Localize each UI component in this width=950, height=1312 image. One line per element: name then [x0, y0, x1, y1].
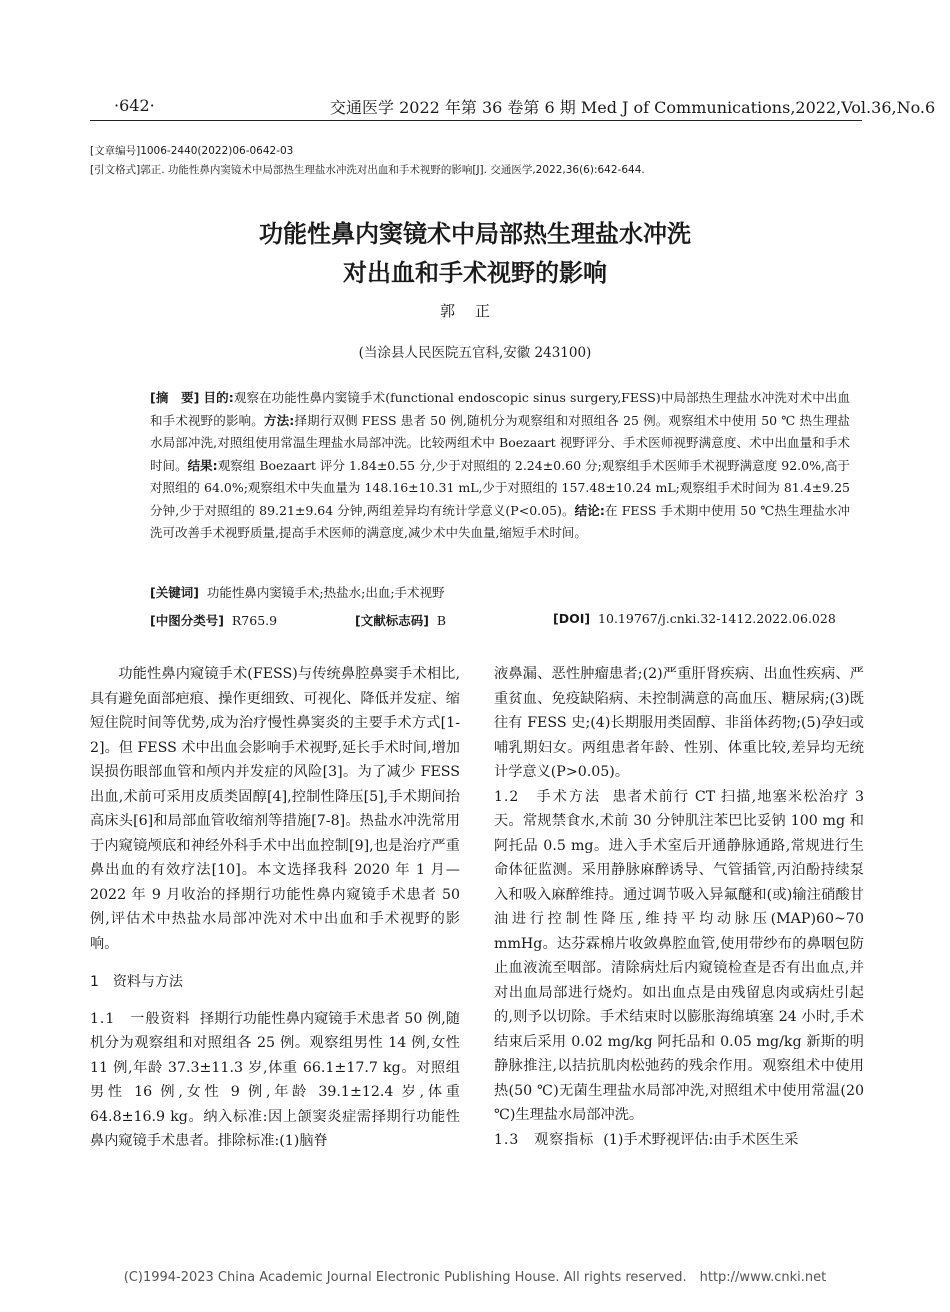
intro-paragraph: 功能性鼻内窥镜手术(FESS)与传统鼻腔鼻窦手术相比,具有避免面部疤痕、操作更细致、可视化、降低并发症、缩短住院时间等优势,成为治疗慢性鼻窦炎的主要手术方式[1-2]。但 FESS 术中出血会影响手术视野,延长手术时间,增加误损伤眼部血管和颅内并发症的风险[3]。为了减少 FESS 出血,术前可采用皮质类固醇[4],控制性降压[5],手术期间抬高床头[6]和局部血管收缩剂等措施[7-8]。热盐水冲洗常用于内窥镜颅底和神经外科手术中出血控制[9],也是治疗严重鼻出血的有效疗法[10]。本文选择我科 2020 年 1 月—2022 年 9 月收治的择期行功能性鼻内窥镜手术患者 50 例,评估术中热盐水局部冲洗对术中出血和手术视野的影响。 [90, 666, 460, 952]
running-head: 交通医学 2022 年第 36 卷第 6 期 Med J of Communications,2022,Vol.36,No.6 [330, 98, 936, 117]
doc-value: B [436, 613, 447, 628]
left-column [90, 662, 460, 1154]
method-label: 方法: [263, 412, 295, 428]
section-1-2-heading: 1.2 手术方法 [494, 788, 602, 805]
keywords [150, 583, 445, 601]
clc-value: R765.9 [231, 613, 278, 628]
document-code [355, 611, 446, 629]
keywords-text: 功能性鼻内窦镜手术;热盐水;出血;手术视野 [206, 585, 445, 600]
section-1-3-text: (1)手术野视评估:由手术医生采 [603, 1131, 799, 1148]
title-line-1: 功能性鼻内窦镜术中局部热生理盐水冲洗 [259, 220, 691, 248]
section-1-2-text: 患者术前行 CT 扫描,地塞米松治疗 3 天。常规禁食水,术前 30 分钟肌注苯巴比妥钠 100 mg 和阿托品 0.5 mg。进入手术室后开通静脉通路,常规进行生命体征监测。采用静脉麻醉诱导、气管插管,丙泊酚持续泵入和吸入麻醉维持。通过调节吸入异氟醚和(或)输注硝酸甘油进行控制性降压,维持平均动脉压(MAP)60~70 mmHg。达芬霖棉片收敛鼻腔血管,使用带纱布的鼻咽包防止血液流至咽部。清除病灶后内窥镜检查是否有出血点,并对出血局部进行烧灼。如出血点是由残留息肉或病灶引起的,则予以切除。手术结束时以膨胀海绵填塞 24 小时,手术结束后采用 0.02 mg/kg 阿托品和 0.05 mg/kg 新斯的明静脉推注,以拮抗肌肉松弛药的残余作用。观察组术中使用热(50 ℃)无菌生理盐水局部冲洗,对照组术中使用常温(20 ℃)生理盐水局部冲洗。 [494, 788, 865, 1123]
section-1-2 [494, 785, 864, 1128]
section-1-3-heading: 1.3 观察指标 [494, 1131, 595, 1148]
section-1-1-text: 择期行功能性鼻内窥镜手术患者 50 例,随机分为观察组和对照组各 25 例。观察组男性 14 例,女性 11 例,年龄 37.3±11.3 岁,体重 66.1±17.7 kg。对照组男性 16 例,女性 9 例,年龄 39.1±12.4 岁,体重 64.8±16.9 kg。纳入标准:因上颌窦炎症需择期行功能性鼻内窥镜手术患者。排除标准:(1)脑脊 [90, 1010, 460, 1149]
doi-value: 10.19767/j.cnki.32-1412.2022.06.028 [598, 611, 836, 626]
objective-text: 观察在功能性鼻内窦镜手术(functional endoscopic sinus surgery,FESS)中局部热生理盐水冲洗对术中出血和手术视野的影响。 [150, 390, 850, 428]
clc-label: [中图分类号] [150, 613, 224, 628]
doi [553, 611, 836, 626]
conclusion-text: 在 FESS 手术期中使用 50 ℃热生理盐水冲洗可改善手术视野质量,提高手术医师的满意度,减少术中失血量,缩短手术时间。 [150, 502, 850, 540]
doc-label: [文献标志码] [355, 613, 429, 628]
article-number: [文章编号]1006-2440(2022)06-0642-03 [90, 145, 294, 157]
keywords-label: [关键词] [150, 585, 199, 600]
objective-label: 目的: [203, 390, 234, 405]
page-number: ·642· [114, 96, 155, 115]
section-1-heading: 1 资料与方法 [90, 974, 183, 990]
affiliation: (当涂县人民医院五官科,安徽 243100) [358, 345, 592, 361]
right-column [494, 662, 864, 1152]
author: 郭正 [439, 302, 510, 320]
header-rule [90, 120, 862, 121]
copyright-footer: (C)1994-2023 China Academic Journal Electronic Publishing House. All rights reserved. http://www.cnki.net [123, 1270, 827, 1285]
clc-number [150, 611, 277, 629]
result-text: 观察组 Boezaart 评分 1.84±0.55 分,少于对照组的 2.24±0.60 分;观察组手术医师手术视野满意度 92.0%,高于对照组的 64.0%;观察组术中失血量为 148.16±10.31 mL,少于对照组的 157.48±10.24 mL;观察组手术时间为 81.4±9.25 分钟,少于对照组的 89.21±9.64 分钟,两组差异均有统计学意义(P<0.05)。 [150, 457, 851, 518]
abstract-label: [摘 要] [150, 390, 200, 405]
citation-format: [引文格式]郭正. 功能性鼻内窦镜术中局部热生理盐水冲洗对出血和手术视野的影响[J]. 交通医学,2022,36(6):642-644. [90, 164, 645, 176]
abstract [150, 387, 850, 545]
method-text: 择期行双侧 FESS 患者 50 例,随机分为观察组和对照组各 25 例。观察组术中使用 50 ℃ 热生理盐水局部冲洗,对照组使用常温生理盐水局部冲洗。比较两组术中 Boezaart 视野评分、手术医师视野满意度、术中出血量和手术时间。 [150, 412, 850, 473]
doi-label: [DOI] [553, 611, 591, 626]
conclusion-label: 结论: [574, 502, 605, 518]
section-1-3 [494, 1128, 864, 1153]
title-line-2: 对出血和手术视野的影响 [343, 259, 607, 287]
result-label: 结果: [187, 457, 218, 473]
exclusion-paragraph: 液鼻漏、恶性肿瘤患者;(2)严重肝肾疾病、出血性疾病、严重贫血、免疫缺陷病、未控制满意的高血压、糖尿病;(3)既往有 FESS 史;(4)长期服用类固醇、非甾体药物;(5)孕妇或哺乳期妇女。两组患者年龄、性别、体重比较,差异均无统计学意义(P>0.05)。 [494, 666, 864, 780]
section-1-1-heading: 1.1 一般资料 [90, 1010, 191, 1027]
section-1-1 [90, 1007, 460, 1154]
